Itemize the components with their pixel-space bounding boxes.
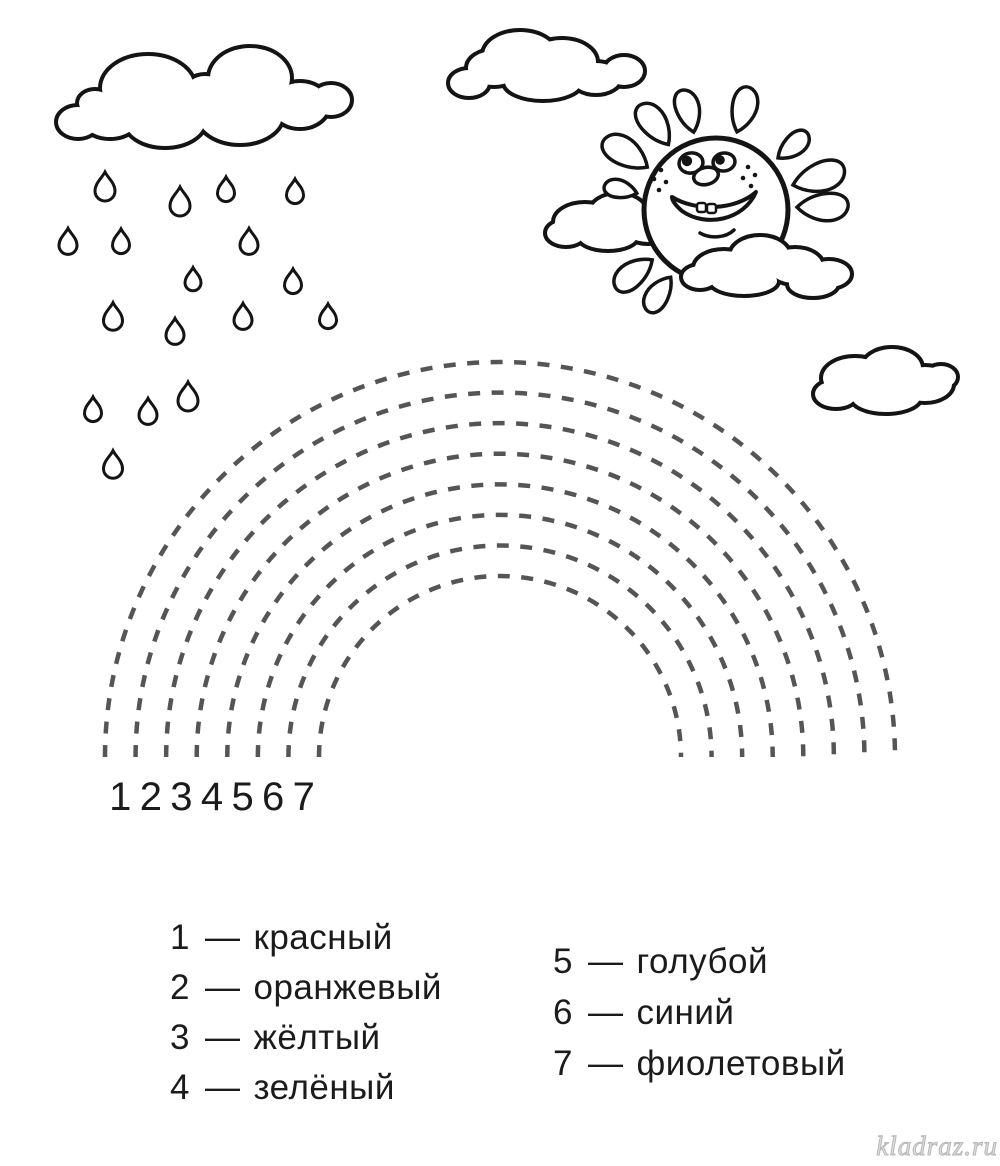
legend-item	[553, 987, 846, 1038]
legend-color-name: оранжевый	[253, 968, 442, 1007]
raindrop-icon	[166, 318, 184, 344]
rainbow-numbers	[109, 775, 315, 819]
raindrops	[59, 172, 337, 478]
sun-ray-icon	[797, 193, 849, 222]
raindrop-icon	[178, 382, 198, 411]
raindrop-icon	[139, 398, 157, 424]
rainbow-arc-number: 2	[139, 775, 163, 819]
watermark: kladraz.ru	[876, 1131, 998, 1161]
rainbow-arc	[258, 515, 742, 757]
rainbow-arc	[227, 484, 772, 757]
top-cloud	[450, 32, 643, 99]
raindrop-icon	[234, 303, 252, 329]
legend-number: 1	[170, 918, 190, 957]
rainbow-arc	[166, 423, 834, 757]
rainbow-arc-number: 1	[109, 775, 132, 819]
legend-dash: —	[588, 941, 624, 981]
legend-dash: —	[588, 992, 624, 1032]
legend-dash: —	[205, 968, 241, 1007]
rainbow-arc-number: 3	[170, 775, 193, 819]
sun-right-pupil	[715, 155, 725, 165]
sun-left-pupil	[682, 156, 692, 166]
raindrop-icon	[59, 228, 77, 254]
rainbow	[105, 362, 895, 757]
sun-tooth	[707, 204, 716, 213]
legend-color-name: фиолетовый	[636, 1043, 846, 1083]
legend-item	[553, 1038, 846, 1089]
legend-number: 2	[170, 968, 190, 1007]
legend-item	[170, 963, 442, 1013]
legend-color-name: синий	[636, 992, 735, 1032]
raindrop-icon	[285, 269, 302, 294]
legend-item	[170, 1013, 442, 1063]
raindrop-icon	[104, 303, 123, 331]
right-cloud	[815, 349, 956, 412]
legend-dash: —	[588, 1043, 624, 1083]
raindrop-icon	[85, 397, 102, 422]
legend-number: 7	[553, 1043, 573, 1083]
sun-ray-icon	[671, 87, 705, 135]
sun-ray-icon	[726, 84, 762, 135]
legend-color-name: зелёный	[253, 1068, 395, 1107]
rain-cloud	[58, 48, 350, 146]
legend-dash: —	[205, 918, 241, 957]
raindrop-icon	[320, 304, 337, 329]
legend-number: 6	[553, 992, 573, 1032]
legend-right-column	[553, 936, 846, 1089]
legend-item	[170, 1063, 442, 1113]
legend-color-name: красный	[253, 918, 393, 957]
raindrop-icon	[185, 268, 201, 291]
rainbow-arc-number: 5	[231, 775, 254, 819]
raindrop-icon	[170, 187, 190, 216]
rainbow-arc-number: 6	[261, 775, 285, 819]
sun-ray-icon	[772, 126, 815, 166]
raindrop-icon	[218, 177, 235, 202]
raindrop-icon	[113, 229, 130, 254]
rainbow-arc-number: 4	[200, 775, 224, 819]
legend-item	[553, 936, 846, 987]
legend-dash: —	[205, 1068, 241, 1107]
legend-number: 5	[553, 941, 573, 981]
rainbow-arc	[319, 576, 681, 757]
legend-number: 3	[170, 1018, 190, 1057]
legend-left-column	[170, 913, 442, 1113]
legend-item	[170, 913, 442, 963]
raindrop-icon	[240, 228, 258, 254]
raindrop-icon	[104, 451, 123, 479]
rainbow-arc-number: 7	[292, 775, 315, 819]
raindrop-icon	[287, 179, 304, 204]
legend-dash: —	[205, 1018, 241, 1057]
legend-color-name: голубой	[636, 941, 769, 981]
legend-number: 4	[170, 1068, 190, 1107]
raindrop-icon	[95, 172, 115, 201]
sun-tooth	[697, 203, 706, 212]
legend-color-name: жёлтый	[253, 1018, 381, 1057]
